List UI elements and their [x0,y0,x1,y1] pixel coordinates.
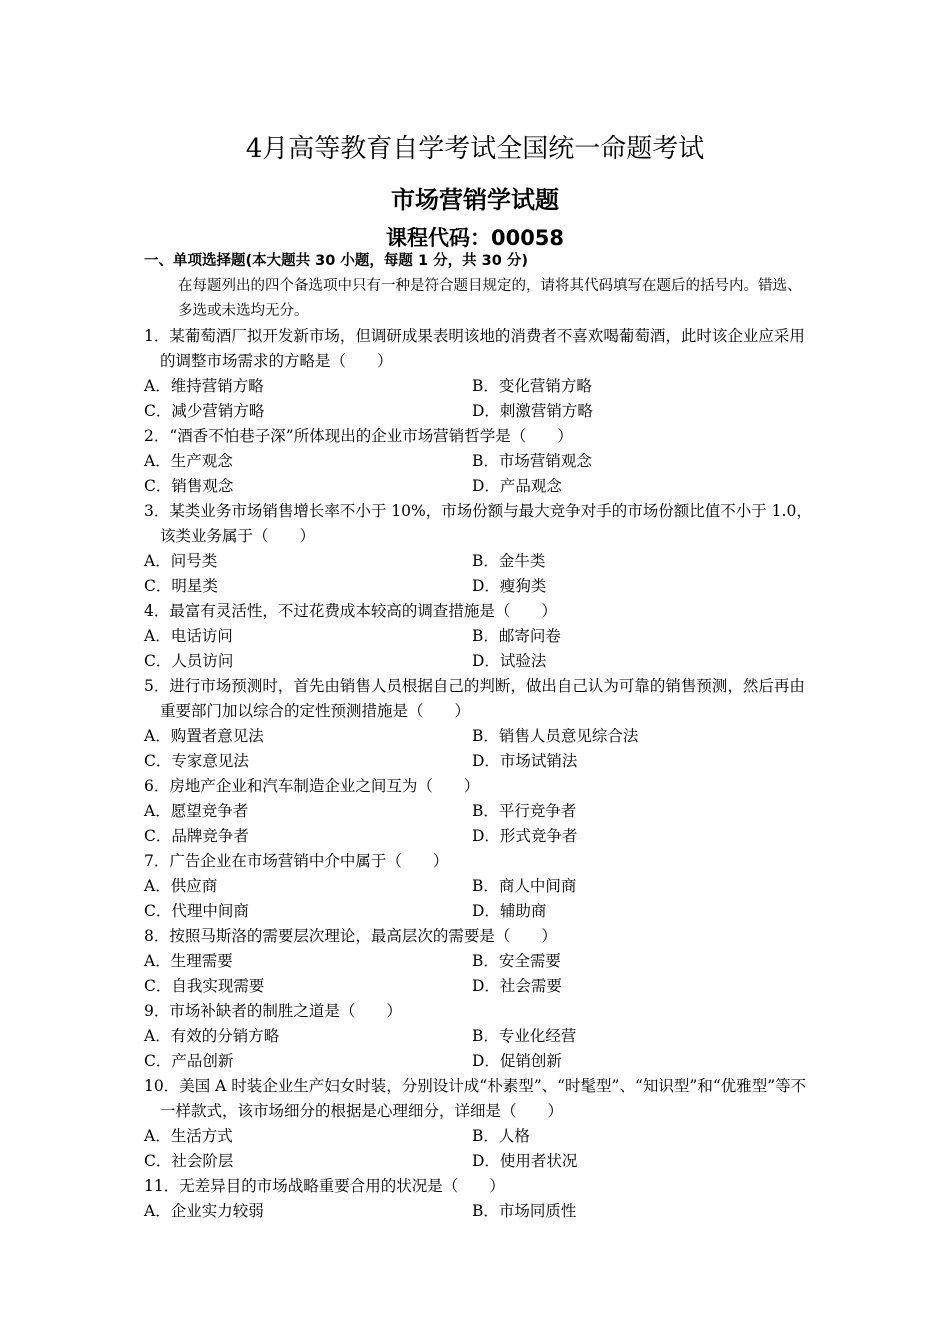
option-row [144,624,814,649]
option: A．愿望竞争者 [144,802,249,820]
question-stem: 10．美国 A 时装企业生产妇女时装，分别设计成“朴素型”、“时髦型”、“知识型”和“优雅型”等不一样款式，该市场细分的根据是心理细分，详细是（ ） [144,1077,807,1120]
option-row [144,649,814,674]
question-section [144,249,814,1224]
option-row [144,749,814,774]
option-row [144,399,814,424]
option-row [144,949,814,974]
option: B．商人中间商 [472,877,577,895]
option: A．供应商 [144,877,218,895]
question-stem: 5．进行市场预测时，首先由销售人员根据自己的判断，做出自己认为可靠的销售预测，然后再由重要部门加以综合的定性预测措施是（ ） [144,677,805,720]
question-list [144,324,814,1224]
option: C．自我实现需要 [144,977,265,995]
option: B．市场营销观念 [472,452,592,470]
option-row [144,974,814,999]
question-stem: 1．某葡萄酒厂拟开发新市场，但调研成果表明该地的消费者不喜欢喝葡萄酒，此时该企业应采用的调整市场需求的方略是（ ） [144,327,805,370]
option: C．销售观念 [144,477,234,495]
question-stem: 6．房地产企业和汽车制造企业之间互为（ ） [144,777,480,795]
question-stem: 8．按照马斯洛的需要层次理论，最高层次的需要是（ ） [144,927,557,945]
option: D．瘦狗类 [472,577,547,595]
option-row [144,1049,814,1074]
option: B．专业化经营 [472,1027,577,1045]
option: D．促销创新 [472,1052,562,1070]
option: D．使用者状况 [472,1152,578,1170]
question-stem: 11．无差异目的市场战略重要合用的状况是（ ） [144,1177,505,1195]
option-row [144,724,814,749]
option-row [144,824,814,849]
option: D．市场试销法 [472,752,578,770]
question-stem: 4．最富有灵活性，不过花费成本较高的调查措施是（ ） [144,602,557,620]
option: A．生产观念 [144,452,233,470]
option-row [144,449,814,474]
option: A．电话访问 [144,627,233,645]
option: B．邮寄问卷 [472,627,561,645]
option: A．生理需要 [144,952,233,970]
option: C．品牌竞争者 [144,827,249,845]
option-row [144,799,814,824]
option-row [144,1199,814,1224]
option: D．辅助商 [472,902,547,920]
option: C．社会阶层 [144,1152,234,1170]
option-row [144,549,814,574]
option: C．代理中间商 [144,902,249,920]
option: D．形式竞争者 [472,827,578,845]
option-row [144,874,814,899]
option: B．变化营销方略 [472,377,592,395]
option: A．有效的分销方略 [144,1027,280,1045]
option: B．平行竞争者 [472,802,577,820]
section-heading: 一、单项选择题(本大题共 30 小题，每题 1 分，共 30 分) [144,253,528,269]
option: B．销售人员意见综合法 [472,727,639,745]
section-instructions: 在每题列出的四个备选项中只有一种是符合题目规定的，请将其代码填写在题后的括号内。错选、多选或未选均无分。 [178,278,802,319]
option: A．生活方式 [144,1127,233,1145]
option: B．金牛类 [472,552,546,570]
option: D．社会需要 [472,977,562,995]
option: A．问号类 [144,552,218,570]
option-row [144,899,814,924]
option: C．减少营销方略 [144,402,265,420]
question-stem: 7．广告企业在市场营销中介中属于（ ） [144,852,449,870]
exam-subtitle: 市场营销学试题 [391,186,559,214]
option-row [144,574,814,599]
option-row [144,1024,814,1049]
option-row [144,474,814,499]
option: B．市场同质性 [472,1202,577,1220]
option: B．安全需要 [472,952,561,970]
option-row [144,1149,814,1174]
option: D．试验法 [472,652,547,670]
course-code: 课程代码：00058 [385,226,565,250]
question-stem: 2．“酒香不怕巷子深”所体现出的企业市场营销哲学是（ ） [144,427,573,445]
option: A．维持营销方略 [144,377,264,395]
option: A．购置者意见法 [144,727,264,745]
option: A．企业实力较弱 [144,1202,264,1220]
option: B．人格 [472,1127,530,1145]
option: C．专家意见法 [144,752,249,770]
question-stem: 9．市场补缺者的制胜之道是（ ） [144,1002,402,1020]
option: C．明星类 [144,577,218,595]
option: D．产品观念 [472,477,562,495]
question-stem: 3．某类业务市场销售增长率不小于 10%，市场份额与最大竞争对手的市场份额比值不小于 1.0，该类业务属于（ ） [144,502,812,545]
option: C．人员访问 [144,652,234,670]
option: C．产品创新 [144,1052,234,1070]
exam-title: 4月高等教育自学考试全国统一命题考试 [245,134,705,164]
option: D．刺激营销方略 [472,402,593,420]
option-row [144,374,814,399]
option-row [144,1124,814,1149]
